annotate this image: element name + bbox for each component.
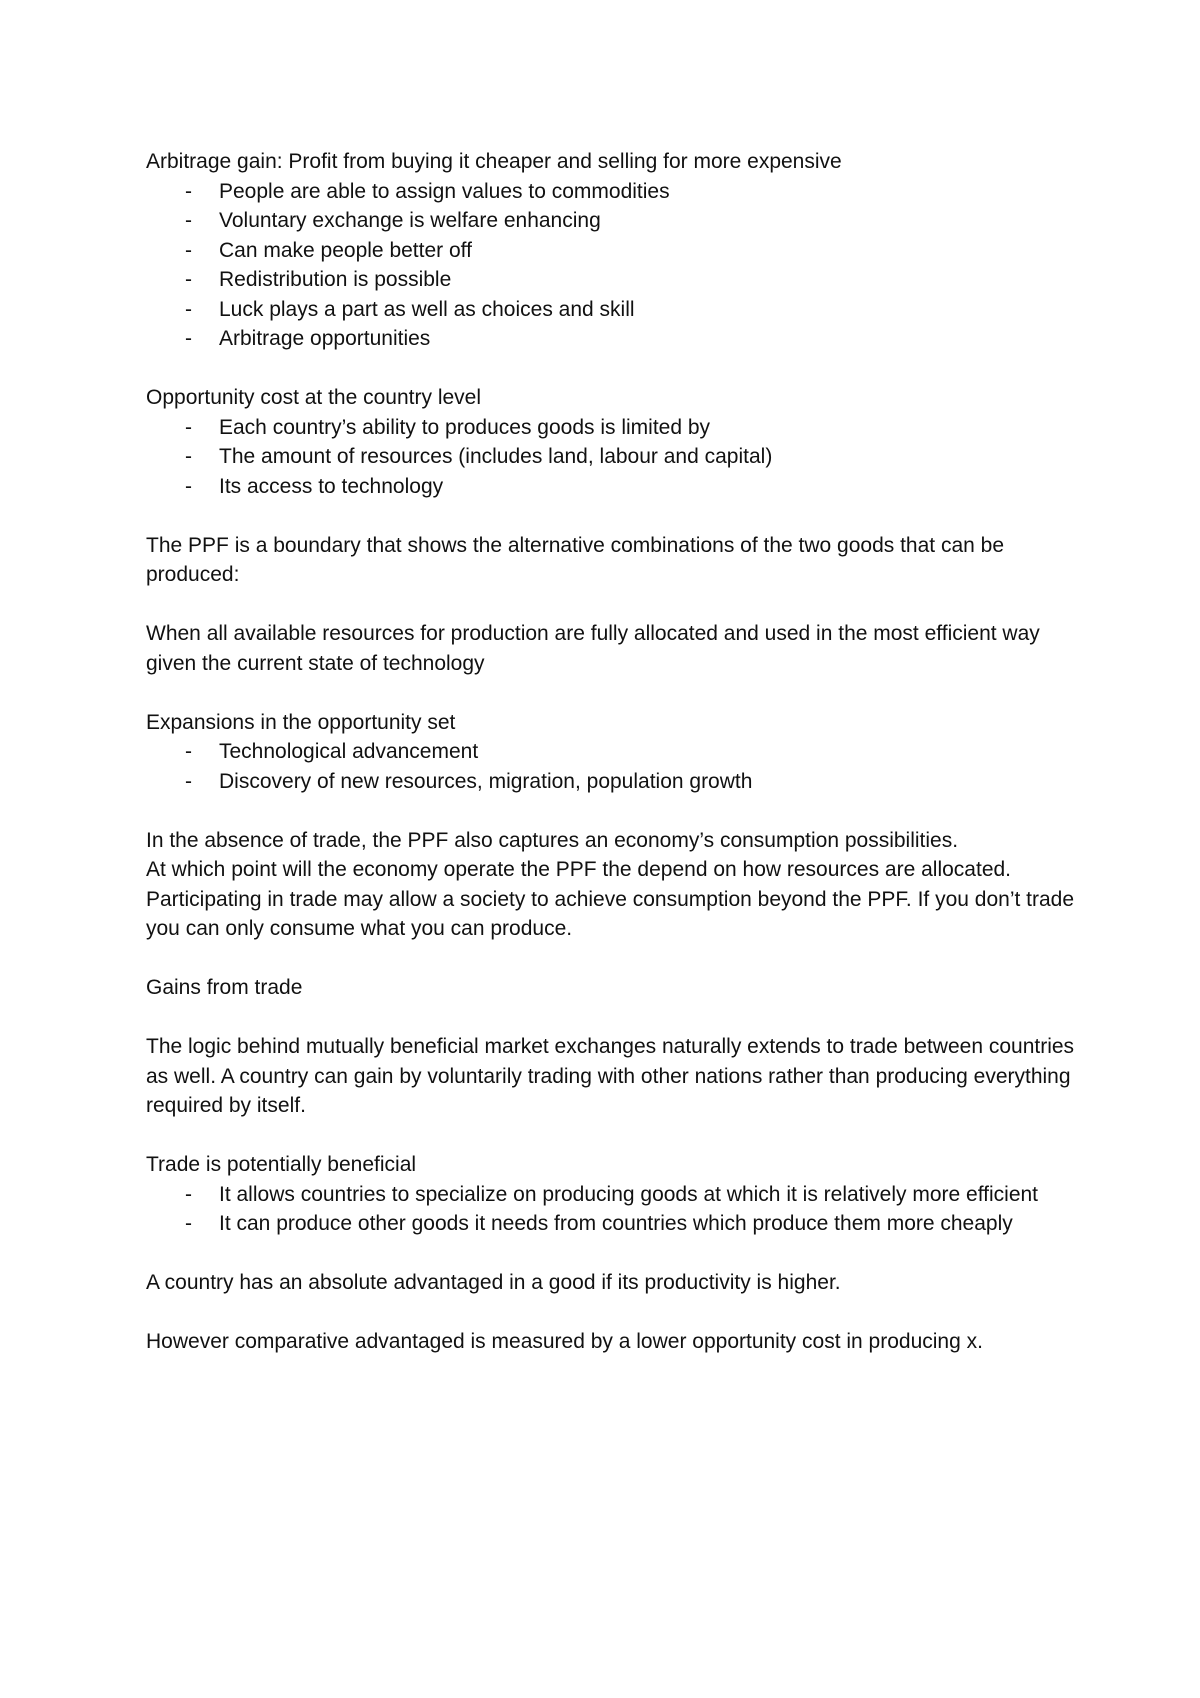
dash-bullet: - (185, 740, 192, 763)
list-item (146, 413, 1086, 443)
list-item (146, 177, 1086, 207)
dash-bullet: - (185, 769, 192, 793)
list-item (146, 767, 1086, 797)
dash-bullet: - (185, 297, 192, 321)
dash-bullet: - (185, 474, 192, 498)
absence-of-trade-line: In the absence of trade, the PPF also captures an economy’s consumption possibilities. (146, 828, 959, 852)
list-item (146, 472, 1086, 502)
list-item (146, 265, 1086, 295)
list-item (146, 206, 1086, 236)
list-item (146, 442, 1086, 472)
opportunity-heading: Opportunity cost at the country level (146, 386, 482, 409)
comparative-advantage: However comparative advantaged is measured by a lower opportunity cost in producing x. (146, 1330, 983, 1353)
list-item (146, 737, 1086, 767)
operating-point-paragraph: At which point will the economy operate the PPF the depend on how resources are allocated. Participating in trade may allow a society to achieve consumption beyond the PPF. If you don’t trade you can only consume what you can produce. (146, 858, 1075, 940)
list-item (146, 236, 1086, 266)
dash-bullet: - (185, 1212, 192, 1235)
list-item-text: It can produce other goods it needs from countries which produce them more cheaply (219, 1212, 1013, 1235)
trade-list (146, 1180, 1086, 1239)
list-item (146, 1209, 1086, 1239)
trade-heading: Trade is potentially beneficial (146, 1153, 417, 1176)
document-body (146, 147, 1086, 1357)
list-item (146, 1180, 1086, 1210)
list-item-text: Discovery of new resources, migration, population growth (219, 769, 753, 793)
opportunity-list (146, 413, 1086, 502)
list-item-text: Redistribution is possible (219, 268, 452, 291)
list-item-text: Can make people better off (219, 238, 472, 262)
dash-bullet: - (185, 415, 192, 439)
list-item-text: Arbitrage opportunities (219, 327, 431, 350)
expansions-heading: Expansions in the opportunity set (146, 710, 456, 734)
arbitrage-heading: Arbitrage gain: Profit from buying it cheaper and selling for more expensive (146, 150, 842, 173)
dash-bullet: - (185, 209, 192, 232)
gains-paragraph: The logic behind mutually beneficial market exchanges naturally extends to trade between countries as well. A country can gain by voluntarily trading with other nations rather than producing everything required by itself. (146, 1035, 1075, 1117)
list-item-text: Its access to technology (219, 474, 444, 498)
dash-bullet: - (185, 445, 192, 468)
list-item (146, 295, 1086, 325)
ppf-definition: The PPF is a boundary that shows the alternative combinations of the two goods that can be produced: (146, 533, 1005, 586)
dash-bullet: - (185, 179, 192, 203)
dash-bullet: - (185, 1182, 192, 1206)
ppf-condition: When all available resources for production are fully allocated and used in the most efficient way given the current state of technology (146, 622, 1040, 675)
list-item-text: Voluntary exchange is welfare enhancing (219, 209, 601, 232)
list-item (146, 324, 1086, 354)
list-item-text: Each country’s ability to produces goods is limited by (219, 415, 711, 439)
absolute-advantage: A country has an absolute advantaged in a good if its productivity is higher. (146, 1271, 841, 1294)
list-item-text: It allows countries to specialize on producing goods at which it is relatively more efficient (219, 1182, 1039, 1206)
list-item-text: People are able to assign values to commodities (219, 179, 670, 203)
list-item-text: The amount of resources (includes land, labour and capital) (219, 445, 773, 468)
dash-bullet: - (185, 268, 192, 291)
dash-bullet: - (185, 327, 192, 350)
gains-heading: Gains from trade (146, 976, 303, 999)
list-item-text: Technological advancement (219, 740, 479, 763)
list-item-text: Luck plays a part as well as choices and skill (219, 297, 635, 321)
expansions-list (146, 737, 1086, 796)
dash-bullet: - (185, 238, 192, 262)
arbitrage-list (146, 177, 1086, 354)
